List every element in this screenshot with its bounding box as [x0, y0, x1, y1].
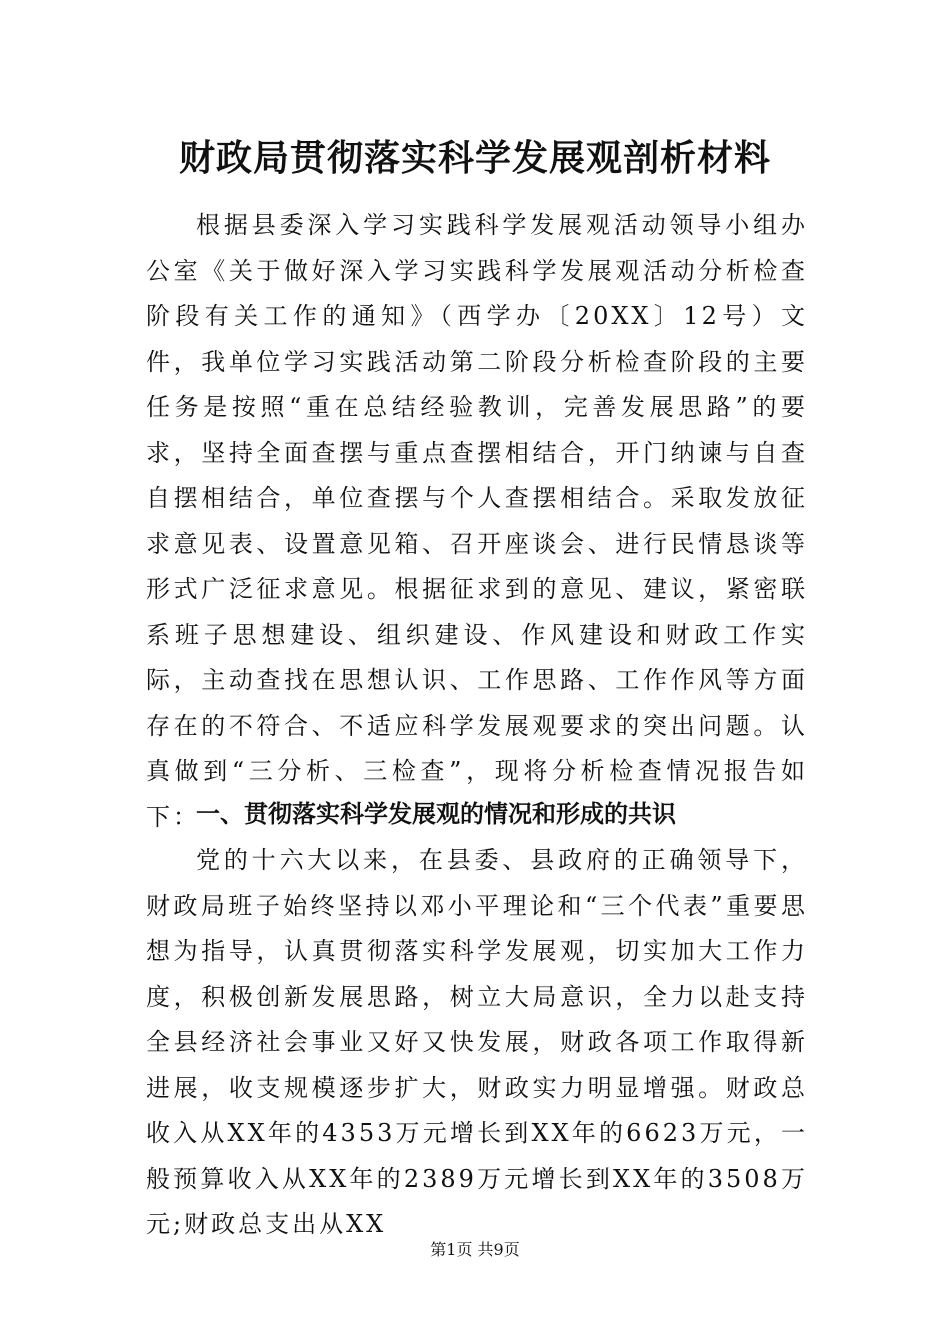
- body-paragraph: 党的十六大以来，在县委、县政府的正确领导下，财政局班子始终坚持以邓小平理论和“三个代表”重要思想为指导，认真贯彻落实科学发展观，切实加大工作力度，积极创新发展思路，树立大局意识，全力以赴支持全县经济社会事业又好又快发展，财政各项工作取得新进展，收支规模逐步扩大，财政实力明显增强。财政总收入从XX年的4353万元增长到XX年的6623万元，一般预算收入从XX年的2389万元增长到XX年的3508万元;财政总支出从XX: [146, 846, 808, 1238]
- page-footer: 第1页 共9页: [430, 1240, 520, 1259]
- document-title: 财政局贯彻落实科学发展观剖析材料: [178, 137, 771, 179]
- body-paragraph: 根据县委深入学习实践科学发展观活动领导小组办公室《关于做好深入学习实践科学发展观活动分析检查阶段有关工作的通知》（西学办〔20XX〕12号）文件，我单位学习实践活动第二阶段分析检查阶段的主要任务是按照“重在总结经验教训，完善发展思路”的要求，坚持全面查摆与重点查摆相结合，开门纳谏与自查自摆相结合，单位查摆与个人查摆相结合。采取发放征求意见表、设置意见箱、召开座谈会、进行民情恳谈等形式广泛征求意见。根据征求到的意见、建议，紧密联系班子思想建设、组织建设、作风建设和财政工作实际，主动查找在思想认识、工作思路、工作作风等方面存在的不符合、不适应科学发展观要求的突出问题。认真做到“三分析、三检查”，现将分析检查情况报告如下：: [146, 211, 808, 831]
- section-heading: 一、贯彻落实科学发展观的情况和形成的共识: [196, 800, 676, 828]
